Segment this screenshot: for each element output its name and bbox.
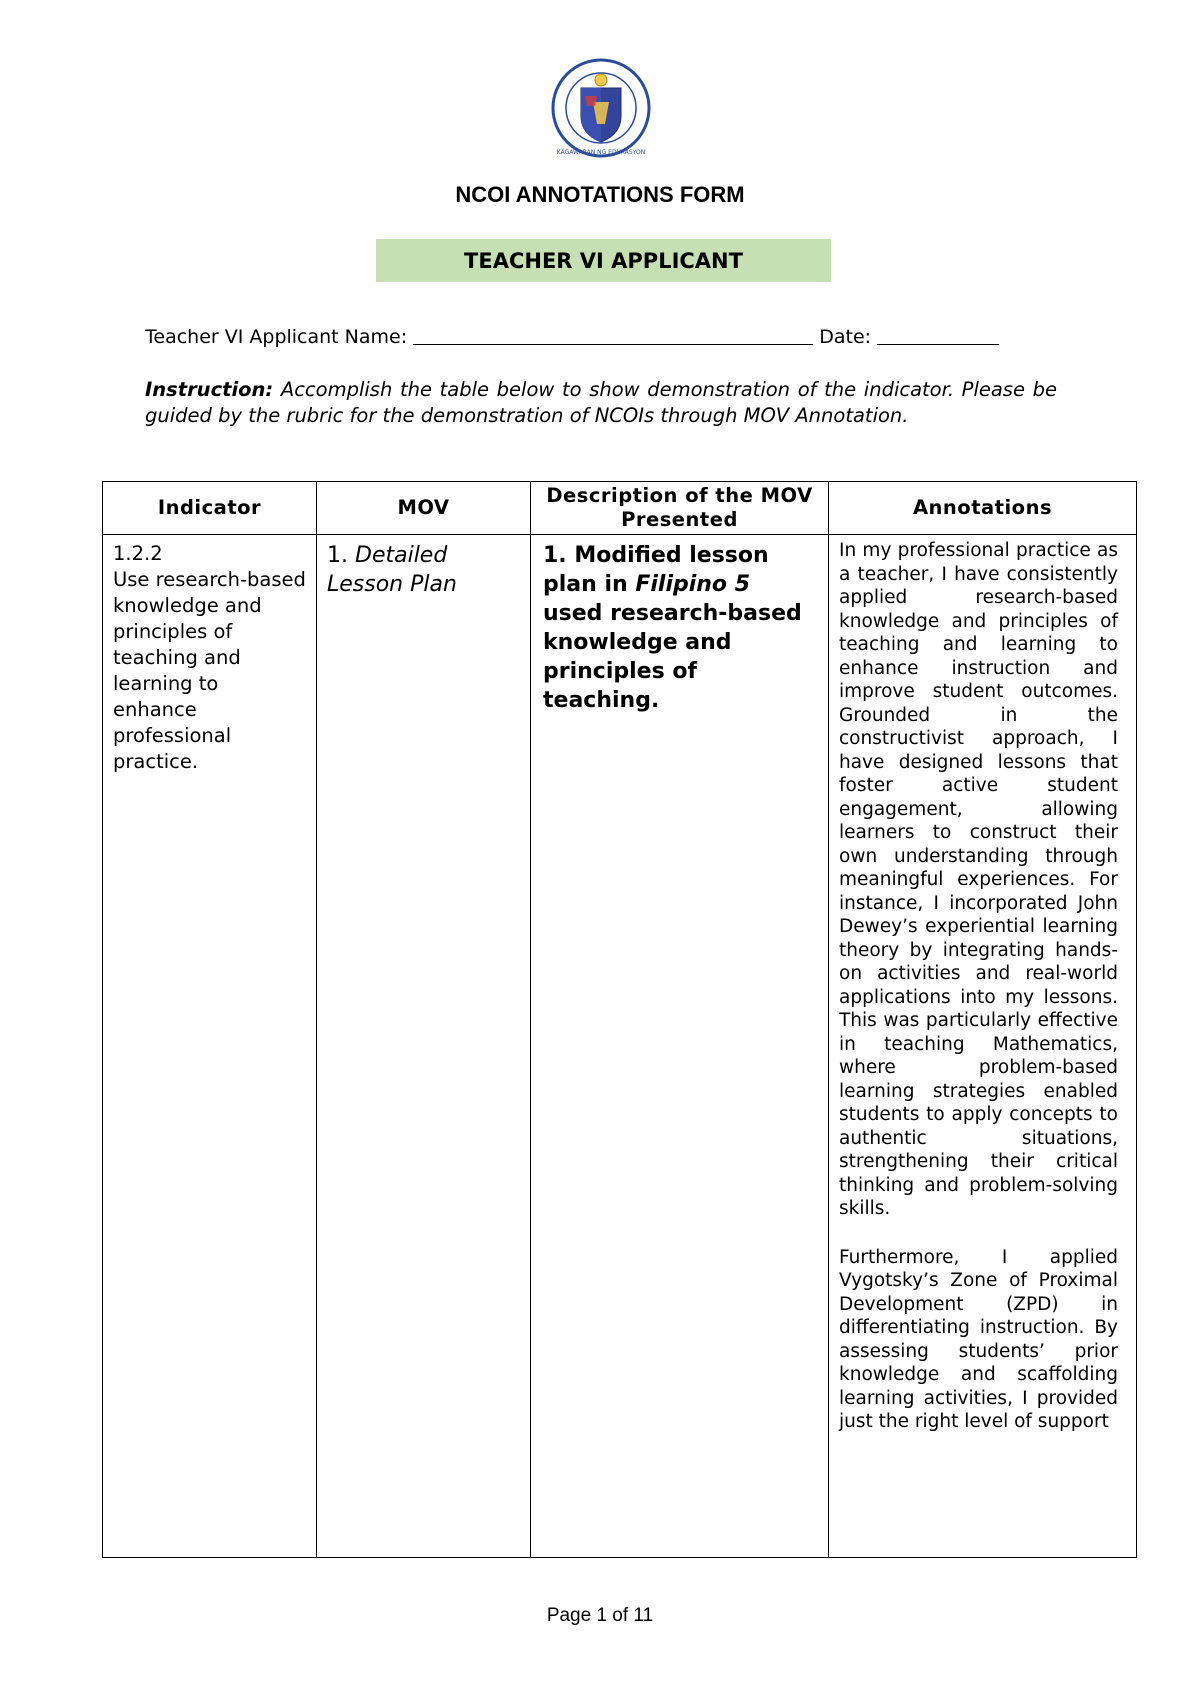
deped-seal xyxy=(545,58,657,158)
instruction-text: Accomplish the table below to show demonstration of the indicator. Please be guided by the rubric for the demonstration of NCOIs through MOV Annotation. xyxy=(145,378,1057,427)
applicant-name-label: Teacher VI Applicant Name: xyxy=(145,326,408,348)
table-header-row xyxy=(103,482,1137,535)
instruction-paragraph xyxy=(145,377,1057,429)
indicator-text: Use research-based knowledge and principles of teaching and learning to enhance professional practice. xyxy=(113,568,306,773)
date-label: Date: xyxy=(819,326,872,348)
applicant-banner xyxy=(376,239,831,282)
header-description: Description of the MOV Presented xyxy=(531,482,829,535)
indicator-code: 1.2.2 xyxy=(113,542,163,565)
header-annotations: Annotations xyxy=(829,482,1137,535)
instruction-label: Instruction: xyxy=(145,378,274,401)
page-number: Page 1 of 11 xyxy=(546,1605,654,1626)
applicant-name-field[interactable] xyxy=(413,326,813,345)
annotation-paragraph-2: Furthermore, I applied Vygotsky’s Zone of Proximal Development (ZPD) in differentiating instruction. By assessing students’ prior knowledge and scaffolding learning activities, I provided just the right level of support xyxy=(839,1246,1118,1432)
date-field[interactable] xyxy=(877,326,999,345)
mov-cell xyxy=(317,535,531,1558)
description-cell xyxy=(531,535,829,1558)
annotation-paragraph-1: In my professional practice as a teacher, I have consistently applied research-based knowledge and principles of teaching and learning to enhance instruction and improve student outcomes. Grounded in the constructivist approach, I have designed lessons that foster active student engagement, allowing learners to construct their own understanding through meaningful experiences. For instance, I incorporated John Dewey’s experiential learning theory by integrating hands-on activities and real-world applications into my lessons. This was particularly effective in teaching Mathematics, where problem-based learning strategies enabled students to apply concepts to authentic situations, strengthening their critical thinking and problem-solving skills. xyxy=(839,540,1118,1219)
mov-number: 1. xyxy=(327,543,348,568)
form-title: NCOI ANNOTATIONS FORM xyxy=(455,182,745,207)
header-indicator: Indicator xyxy=(103,482,317,535)
annotations-cell xyxy=(829,535,1137,1558)
table-row xyxy=(103,535,1137,1558)
mov-text: Detailed Lesson Plan xyxy=(327,543,457,597)
seal-caption: KAGAWARAN NG EDUKASYON xyxy=(556,149,646,156)
description-subject: Filipino 5 xyxy=(635,572,751,597)
indicator-cell xyxy=(103,535,317,1558)
header-mov: MOV xyxy=(317,482,531,535)
applicant-banner-label: TEACHER VI APPLICANT xyxy=(464,248,743,273)
annotations-table xyxy=(102,481,1137,1558)
description-part-2: used research-based knowledge and principles of teaching. xyxy=(543,601,802,713)
description-part-1: 1. Modified lesson plan in xyxy=(543,543,769,597)
applicant-name-row xyxy=(145,326,999,348)
